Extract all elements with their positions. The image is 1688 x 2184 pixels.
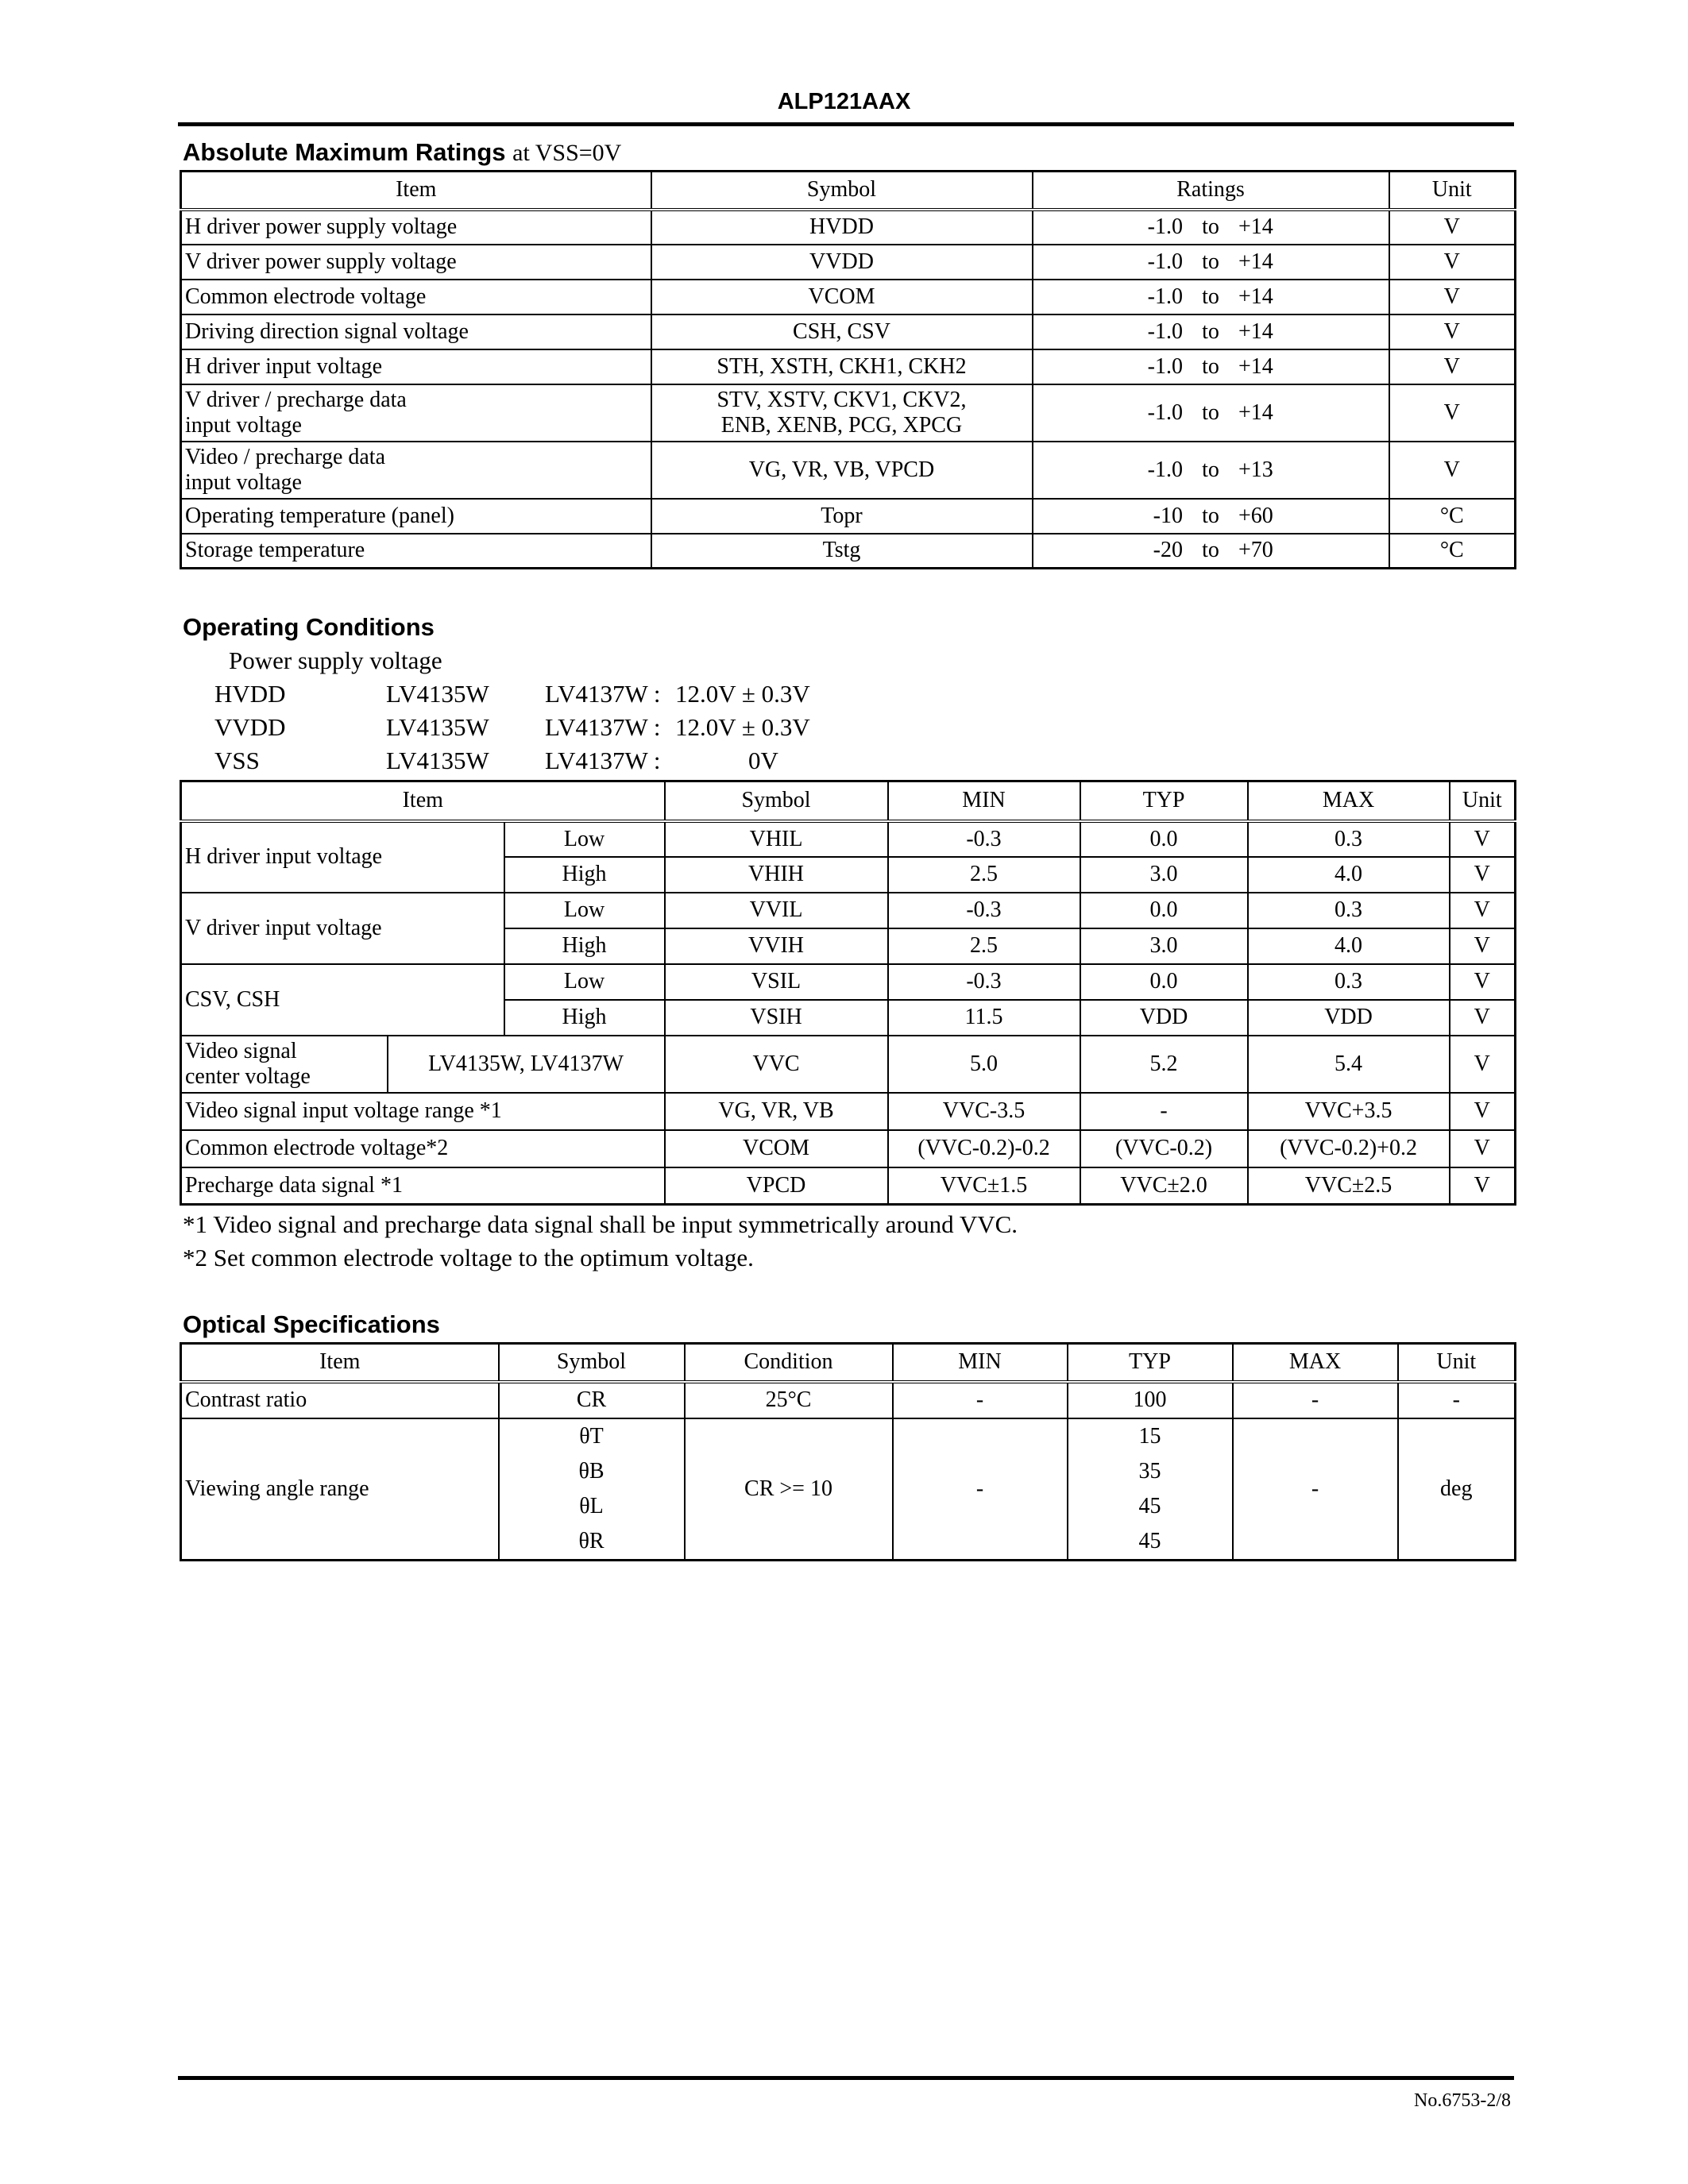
symbol-cell: VVDD [651,245,1033,280]
unit-cell: V [1389,349,1516,384]
min-cell: 5.0 [888,1036,1080,1093]
symbol-cell: VVC [665,1036,888,1093]
condition-cell: 25°C [685,1382,893,1418]
unit-cell: V [1450,1036,1516,1093]
symbol-cell: VVIH [665,928,888,964]
symbol-cell [651,384,1033,442]
angle-typ: 35 [1138,1458,1161,1484]
power-model2: LV4137W : [545,747,661,774]
item-line: Video / precharge data [185,444,386,469]
header-cell: MIN [893,1344,1068,1382]
max-cell: - [1233,1382,1398,1418]
rating-to: to [1202,399,1219,425]
min-cell: (VVC-0.2)-0.2 [888,1130,1080,1167]
ratings-cell [1033,210,1389,245]
angle-symbol: θT [579,1423,604,1449]
unit-cell: V [1450,928,1516,964]
rating-max: +13 [1238,457,1273,482]
rating-to: to [1202,457,1219,482]
header-cell: Item [181,172,651,210]
header-cell: Symbol [651,172,1033,210]
abs-max-heading [183,138,621,167]
ratings-cell [1033,314,1389,349]
table-row [181,210,1516,245]
rating-max: +14 [1238,399,1273,425]
condition-cell: CR >= 10 [685,1418,893,1561]
table-header-row [181,781,1516,821]
page-number: No.6753-2/8 [1414,2090,1511,2111]
max-cell: (VVC-0.2)+0.2 [1248,1130,1450,1167]
rating-to: to [1202,249,1219,274]
symbol-cell [499,1418,685,1561]
item-cell: H driver power supply voltage [181,210,651,245]
min-cell: VVC±1.5 [888,1167,1080,1205]
unit-cell: V [1450,1093,1516,1130]
level-cell: High [504,1000,665,1036]
optical-heading: Optical Specifications [183,1310,440,1338]
symbol-cell: CR [499,1382,685,1418]
unit-cell: °C [1389,534,1516,569]
rating-min: -1.0 [1147,249,1183,274]
unit-cell: V [1450,1167,1516,1205]
unit-cell: V [1450,893,1516,928]
item-cell: Common electrode voltage*2 [181,1130,665,1167]
table-row [181,1418,1516,1561]
footnote-2: *2 Set common electrode voltage to the optimum voltage. [183,1244,754,1271]
power-name: VVDD [214,713,286,741]
rating-max: +14 [1238,284,1273,309]
max-cell: VVC+3.5 [1248,1093,1450,1130]
header-cell: Unit [1450,781,1516,821]
unit-cell: V [1389,280,1516,314]
typ-cell: 100 [1068,1382,1233,1418]
min-cell: -0.3 [888,893,1080,928]
table-row [181,1167,1516,1205]
ratings-cell [1033,280,1389,314]
table-row [181,499,1516,534]
typ-cell: - [1080,1093,1248,1130]
item-cell: Common electrode voltage [181,280,651,314]
typ-cell: 3.0 [1080,928,1248,964]
item-line: V driver / precharge data [185,387,407,412]
unit-cell: V [1450,821,1516,857]
symbol-cell: VSIL [665,964,888,1000]
item-cell: H driver input voltage [181,349,651,384]
table-row [181,384,1516,442]
unit-cell: V [1450,857,1516,893]
ratings-cell [1033,384,1389,442]
typ-cell: 3.0 [1080,857,1248,893]
unit-cell: V [1450,1130,1516,1167]
abs-max-heading-suffix: at VSS=0V [512,140,622,166]
item-cell: Operating temperature (panel) [181,499,651,534]
angle-typ: 45 [1138,1493,1161,1518]
symbol-cell: VVIL [665,893,888,928]
max-cell: 4.0 [1248,928,1450,964]
item-line: Video signal [185,1038,297,1063]
rating-min: -1.0 [1147,353,1183,379]
level-cell: Low [504,964,665,1000]
unit-cell: V [1389,245,1516,280]
symbol-cell: VPCD [665,1167,888,1205]
symbol-line: STV, XSTV, CKV1, CKV2, [717,387,967,412]
min-cell: - [893,1418,1068,1561]
table-row [181,245,1516,280]
ratings-cell [1033,534,1389,569]
ratings-cell [1033,499,1389,534]
rating-min: -1.0 [1147,399,1183,425]
level-cell: Low [504,893,665,928]
symbol-cell: Tstg [651,534,1033,569]
level-cell: High [504,857,665,893]
rating-max: +70 [1238,538,1273,563]
angle-symbol: θL [579,1493,604,1518]
header-cell: Item [181,1344,499,1382]
table-row [181,1036,1516,1093]
unit-cell: V [1450,1000,1516,1036]
table-row [181,1382,1516,1418]
ratings-cell [1033,245,1389,280]
typ-cell: 5.2 [1080,1036,1248,1093]
angle-typ: 15 [1138,1423,1161,1449]
rating-max: +14 [1238,318,1273,344]
header-cell: MAX [1233,1344,1398,1382]
rating-min: -10 [1153,503,1183,528]
symbol-cell: Topr [651,499,1033,534]
rating-to: to [1202,503,1219,528]
min-cell: 2.5 [888,857,1080,893]
angle-symbol: θB [578,1458,605,1484]
header-cell: Unit [1398,1344,1516,1382]
symbol-cell: VG, VR, VB, VPCD [651,442,1033,499]
item-cell: Contrast ratio [181,1382,499,1418]
abs-max-heading-text: Absolute Maximum Ratings [183,138,506,166]
rating-to: to [1202,318,1219,344]
rating-min: -20 [1153,538,1183,563]
optical-specifications-table [180,1342,1516,1561]
item-line: center voltage [185,1063,311,1089]
item-cell [181,1036,388,1093]
footnote-1: *1 Video signal and precharge data signal shall be input symmetrically around VVC. [183,1210,1018,1238]
model-cell: LV4135W, LV4137W [388,1036,665,1093]
max-cell: 4.0 [1248,857,1450,893]
item-cell: V driver power supply voltage [181,245,651,280]
power-supply-label: Power supply voltage [229,646,442,674]
unit-cell: V [1389,314,1516,349]
symbol-cell: VCOM [665,1130,888,1167]
rating-max: +60 [1238,503,1273,528]
rating-min: -1.0 [1147,284,1183,309]
min-cell: -0.3 [888,964,1080,1000]
rating-max: +14 [1238,353,1273,379]
item-cell: Viewing angle range [181,1418,499,1561]
min-cell: VVC-3.5 [888,1093,1080,1130]
unit-cell: V [1450,964,1516,1000]
unit-cell: deg [1398,1418,1516,1561]
rating-min: -1.0 [1147,318,1183,344]
max-cell: VVC±2.5 [1248,1167,1450,1205]
max-cell: 0.3 [1248,964,1450,1000]
symbol-cell: VHIH [665,857,888,893]
header-cell: Item [181,781,665,821]
header-cell: TYP [1080,781,1248,821]
min-cell: -0.3 [888,821,1080,857]
symbol-cell: STH, XSTH, CKH1, CKH2 [651,349,1033,384]
header-cell: Ratings [1033,172,1389,210]
typ-cell: VVC±2.0 [1080,1167,1248,1205]
typ-cell: (VVC-0.2) [1080,1130,1248,1167]
min-cell: 2.5 [888,928,1080,964]
min-cell: 11.5 [888,1000,1080,1036]
top-rule [178,122,1514,126]
symbol-cell: VCOM [651,280,1033,314]
table-row [181,349,1516,384]
operating-conditions-table [180,780,1516,1206]
item-cell: Driving direction signal voltage [181,314,651,349]
power-model1: LV4135W [386,747,489,774]
power-model1: LV4135W [386,713,489,741]
power-model2: LV4137W : [545,680,661,708]
power-name: HVDD [214,680,286,708]
ratings-cell [1033,349,1389,384]
item-cell: V driver input voltage [181,893,504,964]
item-cell [181,442,651,499]
header-cell: MAX [1248,781,1450,821]
power-value: 0V [748,747,778,774]
min-cell: - [893,1382,1068,1418]
table-row [181,893,1516,928]
power-name: VSS [214,747,260,774]
power-model1: LV4135W [386,680,489,708]
document-title: ALP121AAX [777,89,911,114]
item-cell [181,384,651,442]
typ-cell: VDD [1080,1000,1248,1036]
bottom-rule [178,2076,1514,2080]
unit-cell: - [1398,1382,1516,1418]
unit-cell: V [1389,442,1516,499]
rating-min: -1.0 [1147,214,1183,239]
table-row [181,442,1516,499]
table-row [181,534,1516,569]
table-row [181,964,1516,1000]
operating-heading: Operating Conditions [183,613,435,641]
item-cell: H driver input voltage [181,821,504,893]
max-cell: 0.3 [1248,893,1450,928]
unit-cell: °C [1389,499,1516,534]
unit-cell: V [1389,384,1516,442]
symbol-cell: VG, VR, VB [665,1093,888,1130]
header-cell: MIN [888,781,1080,821]
angle-typ: 45 [1138,1528,1161,1553]
item-line: input voltage [185,469,302,495]
max-cell: 5.4 [1248,1036,1450,1093]
item-cell: Storage temperature [181,534,651,569]
table-header-row [181,172,1516,210]
table-row [181,1130,1516,1167]
max-cell: - [1233,1418,1398,1561]
symbol-cell: CSH, CSV [651,314,1033,349]
header-cell: Symbol [665,781,888,821]
rating-to: to [1202,538,1219,563]
symbol-line: ENB, XENB, PCG, XPCG [720,412,963,438]
rating-to: to [1202,353,1219,379]
rating-to: to [1202,214,1219,239]
table-row [181,1093,1516,1130]
max-cell: VDD [1248,1000,1450,1036]
table-row [181,314,1516,349]
header-cell: Condition [685,1344,893,1382]
absolute-max-ratings-table [180,170,1516,569]
rating-max: +14 [1238,249,1273,274]
power-model2: LV4137W : [545,713,661,741]
typ-cell [1068,1418,1233,1561]
symbol-cell: HVDD [651,210,1033,245]
power-value: 12.0V ± 0.3V [675,680,810,708]
max-cell: 0.3 [1248,821,1450,857]
item-cell: Video signal input voltage range *1 [181,1093,665,1130]
power-value: 12.0V ± 0.3V [675,713,810,741]
table-header-row [181,1344,1516,1382]
header-cell: TYP [1068,1344,1233,1382]
rating-max: +14 [1238,214,1273,239]
symbol-cell: VSIH [665,1000,888,1036]
unit-cell: V [1389,210,1516,245]
typ-cell: 0.0 [1080,964,1248,1000]
item-cell: Precharge data signal *1 [181,1167,665,1205]
item-line: input voltage [185,412,302,438]
symbol-cell: VHIL [665,821,888,857]
table-row [181,821,1516,857]
level-cell: Low [504,821,665,857]
header-cell: Symbol [499,1344,685,1382]
rating-to: to [1202,284,1219,309]
rating-min: -1.0 [1147,457,1183,482]
typ-cell: 0.0 [1080,821,1248,857]
typ-cell: 0.0 [1080,893,1248,928]
angle-symbol: θR [578,1528,605,1553]
item-cell: CSV, CSH [181,964,504,1036]
table-row [181,280,1516,314]
header-cell: Unit [1389,172,1516,210]
ratings-cell [1033,442,1389,499]
level-cell: High [504,928,665,964]
